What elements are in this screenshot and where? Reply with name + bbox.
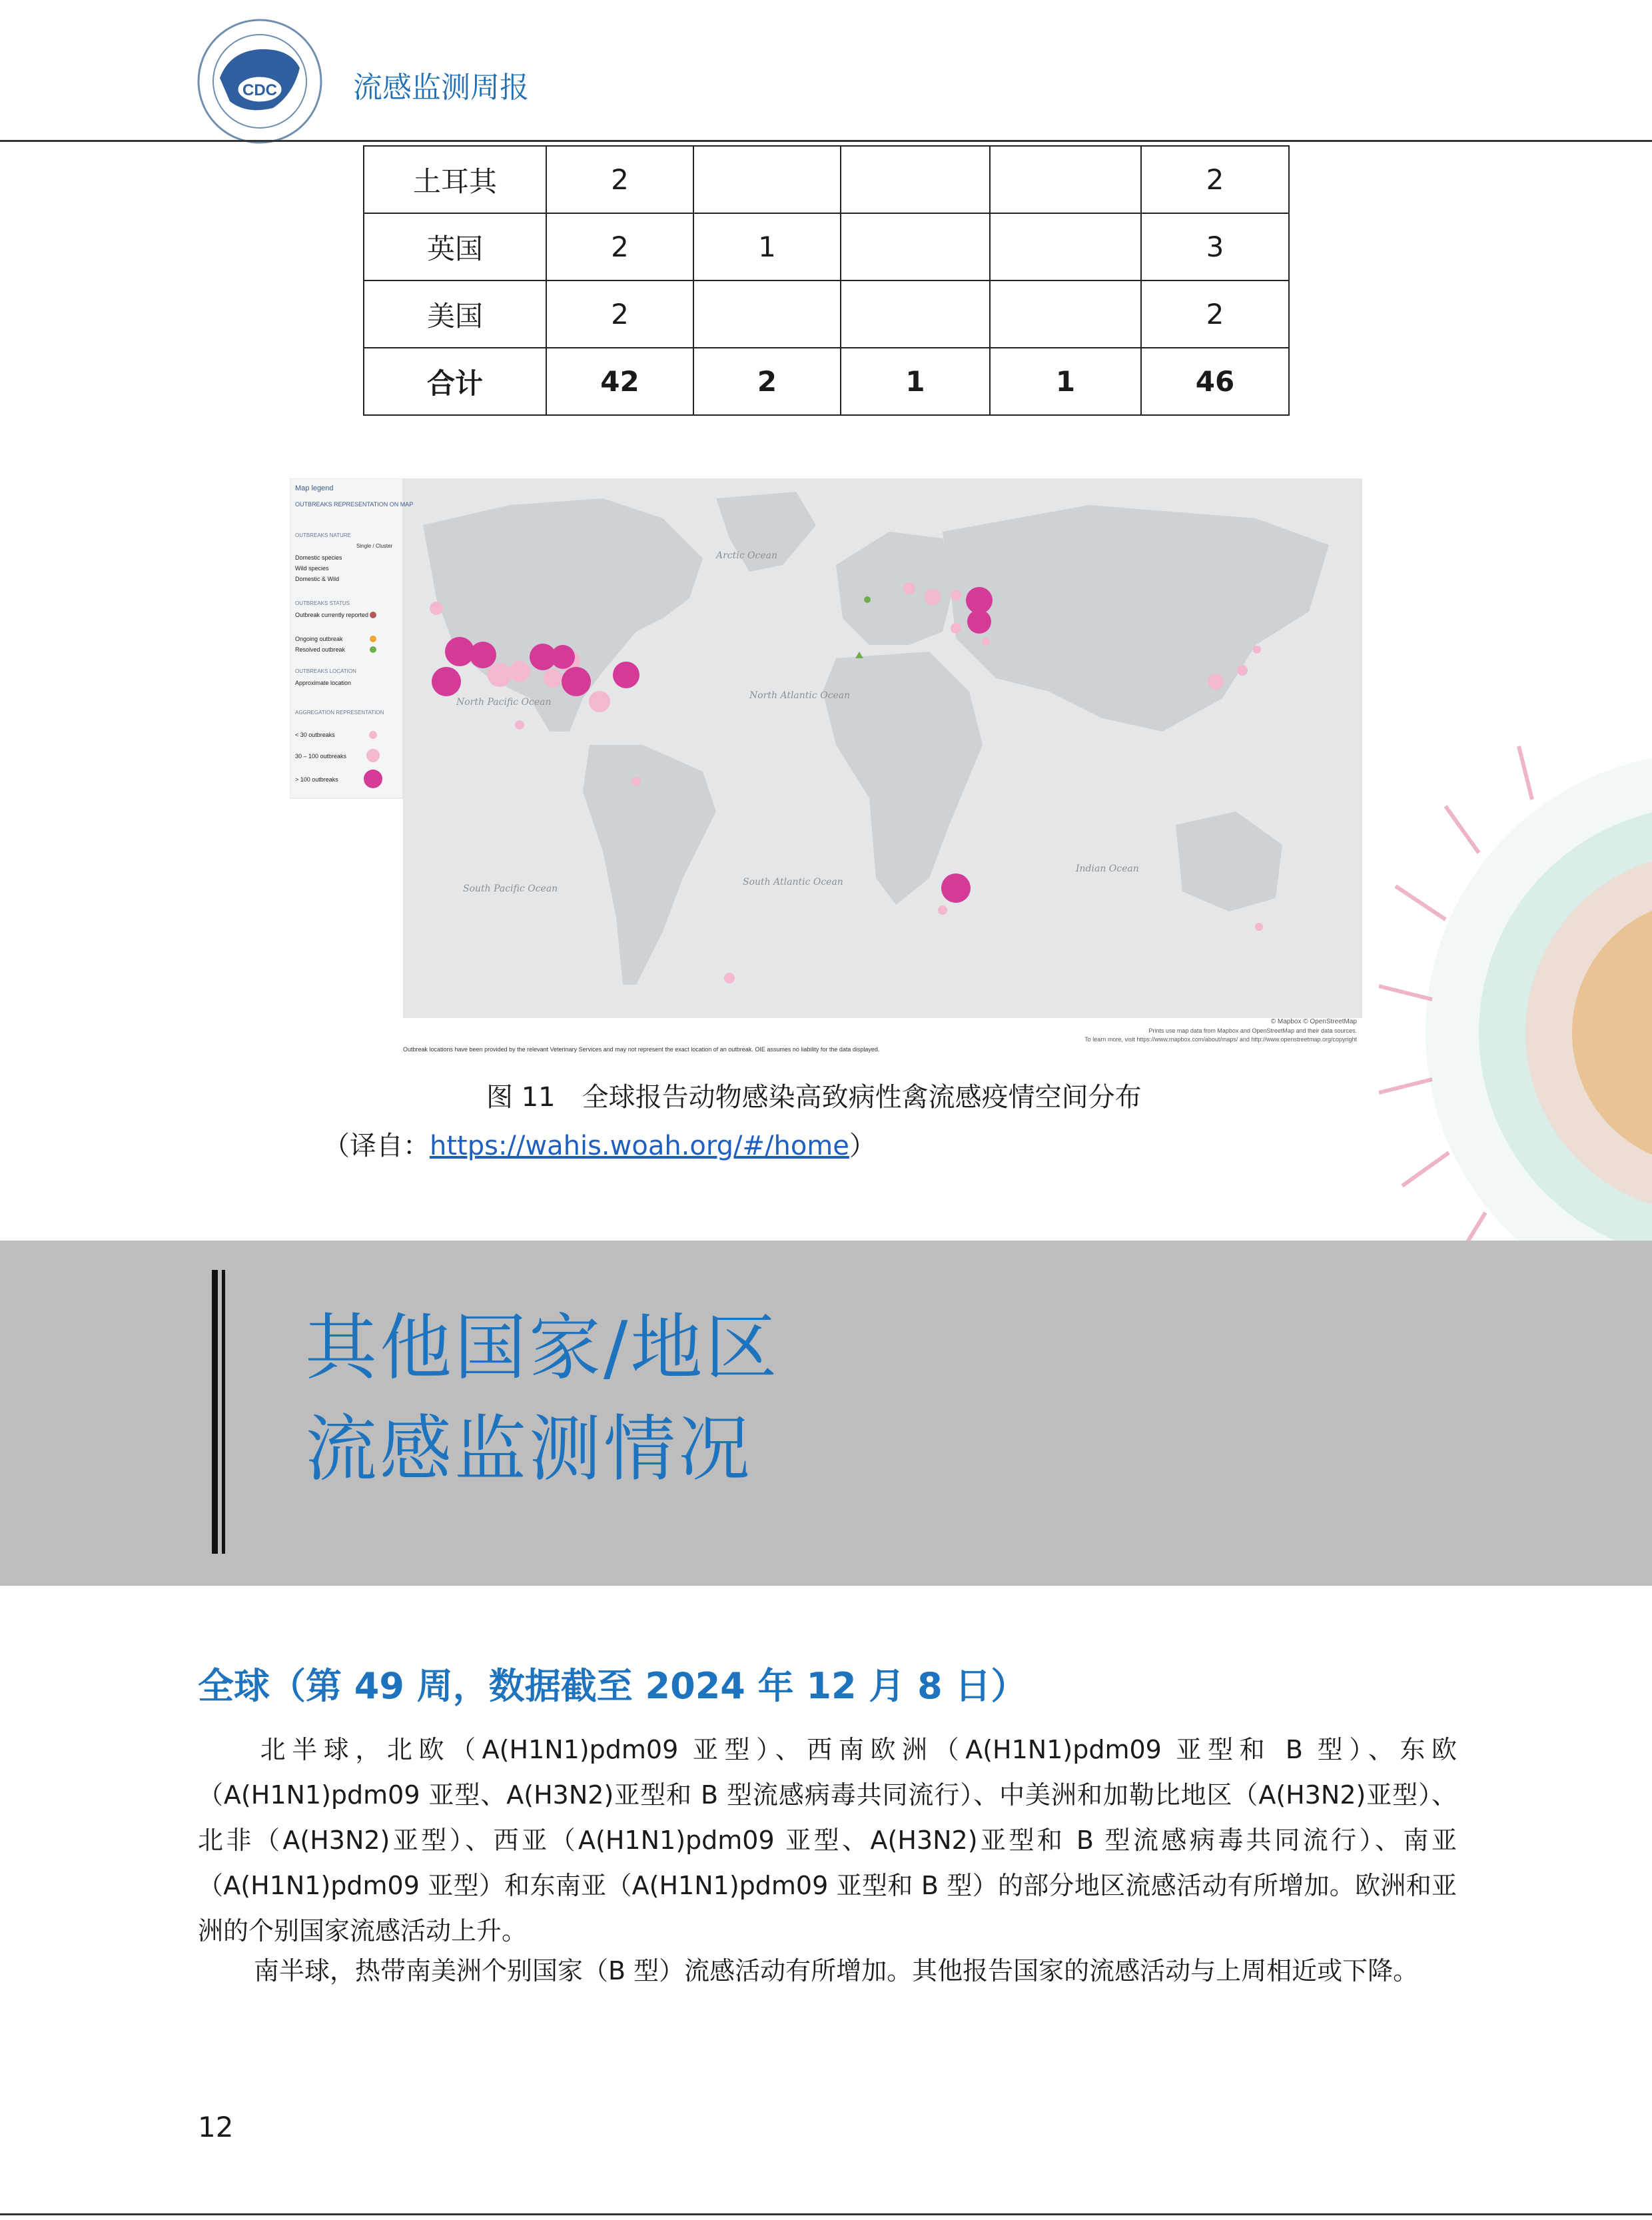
- table-cell: [841, 213, 990, 280]
- ocean-label: North Pacific Ocean: [456, 697, 552, 708]
- legend-item: Domestic species: [295, 554, 342, 561]
- table-cell: [990, 213, 1141, 280]
- cluster-marker: [967, 610, 991, 634]
- legend-heading: OUTBREAKS REPRESENTATION ON MAP: [295, 501, 414, 508]
- map-disclaimer: Outbreak locations have been provided by the relevant Veterinary Services and may not represent the exact location of an outbreak. OIE assumes no liability for the data displayed.: [403, 1046, 880, 1053]
- cluster-marker: [515, 720, 524, 730]
- table-cell: 46: [1141, 348, 1289, 415]
- cluster-marker: [1255, 923, 1263, 931]
- size-swatch: [366, 749, 380, 762]
- legend-title: Map legend: [295, 484, 334, 492]
- virus-illustration: [1332, 720, 1652, 1266]
- footer-divider: [0, 2213, 1652, 2215]
- section-title-line: 其他国家/地区: [305, 1307, 780, 1390]
- table-cell: 2: [546, 146, 693, 213]
- table-cell: 合计: [364, 348, 546, 415]
- cluster-marker: [509, 661, 530, 682]
- section-banner: [0, 1241, 1652, 1586]
- banner-bar: [212, 1270, 218, 1554]
- table-cell: 3: [1141, 213, 1289, 280]
- ocean-label: South Pacific Ocean: [463, 883, 558, 894]
- cluster-marker: [488, 663, 512, 687]
- cluster-marker: [589, 691, 610, 712]
- cluster-marker: [544, 669, 562, 688]
- cluster-marker: [941, 873, 971, 903]
- paragraph: [198, 1727, 1457, 1953]
- cluster-marker: [938, 905, 947, 915]
- legend-section: OUTBREAKS LOCATION: [295, 668, 356, 674]
- legend-item: Domestic & Wild: [295, 576, 340, 582]
- legend-section: AGGREGATION REPRESENTATION: [295, 710, 384, 716]
- paragraph-text: 南半球，热带南美洲个别国家（B 型）流感活动有所增加。其他报告国家的流感活动与上周相近或下降。: [254, 1956, 1419, 1985]
- outbreak-world-map: [290, 478, 1362, 1053]
- cluster-marker: [724, 973, 735, 983]
- table-cell: 2: [546, 213, 693, 280]
- legend-item: 30 – 100 outbreaks: [295, 753, 347, 760]
- paragraph-text: 北半球，北欧（A(H1N1)pdm09 亚型）、西南欧洲（A(H1N1)pdm09 亚型和 B 型）、东欧（A(H1N1)pdm09 亚型、A(H3N2)亚型和 B 型流感病毒共同流行）、中美洲和加勒比地区（A(H3N2)亚型）、北非（A(H3N2)亚型）、西亚（A(H1N1)pdm09 亚型、A(H3N2)亚型和 B 型流感病毒共同流行）、南亚（A(H1N1)pdm09 亚型）和东南亚（A(H1N1)pdm09 亚型和 B 型）的部分地区流感活动有所增加。欧洲和亚洲的个别国家流感活动上升。: [198, 1735, 1457, 1945]
- header-divider: [0, 140, 1652, 142]
- legend-section: OUTBREAKS NATURE: [295, 532, 351, 538]
- page-number: 12: [198, 2111, 234, 2143]
- report-title: 流感监测周报: [353, 71, 529, 105]
- paragraph: [198, 1948, 1457, 1993]
- legend-item: Wild species: [295, 565, 329, 572]
- table-cell: [841, 146, 990, 213]
- cluster-marker: [432, 667, 461, 696]
- legend-section: OUTBREAKS STATUS: [295, 600, 350, 606]
- legend-item: Outbreak currently reported: [295, 612, 369, 618]
- table-cell: 英国: [364, 213, 546, 280]
- size-swatch: [369, 731, 377, 739]
- cluster-marker: [1253, 646, 1261, 654]
- table-cell: [841, 280, 990, 348]
- table-cell: 2: [693, 348, 841, 415]
- resolved-marker: [864, 596, 871, 603]
- table-total-row: [364, 348, 1289, 415]
- cluster-marker: [430, 602, 443, 615]
- table-row: [364, 280, 1289, 348]
- cluster-marker: [982, 638, 990, 646]
- cdc-logo: [193, 15, 326, 148]
- table-cell: 2: [546, 280, 693, 348]
- source-link[interactable]: https://wahis.woah.org/#/home: [430, 1131, 849, 1161]
- cluster-marker: [562, 667, 591, 696]
- table-row: [364, 213, 1289, 280]
- source-suffix: ）: [849, 1131, 876, 1161]
- ocean-label: Indian Ocean: [1076, 863, 1139, 874]
- map-legend: [290, 478, 413, 798]
- banner-bar: [222, 1270, 225, 1554]
- legend-item: Ongoing outbreak: [295, 636, 343, 642]
- figure-source: [323, 1125, 876, 1163]
- table-cell: 2: [1141, 146, 1289, 213]
- cluster-marker: [951, 623, 961, 634]
- map-credit: To learn more, visit https://www.mapbox.com/about/maps/ and http://www.openstreetmap.org/copyright: [1084, 1036, 1357, 1043]
- table-cell: [990, 280, 1141, 348]
- cluster-marker: [1237, 665, 1248, 676]
- size-swatch: [364, 770, 382, 788]
- status-dot: [370, 646, 376, 653]
- cluster-marker: [925, 589, 941, 605]
- legend-item: > 100 outbreaks: [295, 776, 338, 783]
- ocean-label: Arctic Ocean: [716, 550, 778, 561]
- cluster-marker: [445, 637, 474, 666]
- ocean-label: North Atlantic Ocean: [749, 690, 851, 701]
- map-credit: © Mapbox © OpenStreetMap: [1270, 1018, 1357, 1025]
- cluster-marker: [613, 662, 639, 688]
- cluster-marker: [1208, 674, 1224, 690]
- cluster-marker: [470, 642, 496, 668]
- figure-caption: 图 11 全球报告动物感染高致病性禽流感疫情空间分布: [486, 1082, 1142, 1113]
- legend-item: Approximate location: [295, 680, 352, 686]
- table-cell: 美国: [364, 280, 546, 348]
- section-title: [305, 1298, 779, 1500]
- status-dot: [370, 636, 376, 642]
- table-cell: 1: [693, 213, 841, 280]
- cluster-marker: [551, 645, 575, 669]
- cluster-marker: [903, 582, 915, 594]
- ocean-label: South Atlantic Ocean: [743, 877, 843, 887]
- legend-item: < 30 outbreaks: [295, 732, 335, 738]
- table-row: [364, 146, 1289, 213]
- table-cell: 1: [990, 348, 1141, 415]
- table-cell: [693, 146, 841, 213]
- cluster-marker: [951, 590, 961, 600]
- source-prefix: （译自：: [323, 1131, 430, 1161]
- global-heading: 全球（第 49 周，数据截至 2024 年 12 月 8 日）: [198, 1665, 1027, 1707]
- table-cell: 1: [841, 348, 990, 415]
- status-dot: [370, 612, 376, 618]
- table-cell: [990, 146, 1141, 213]
- table-cell: 42: [546, 348, 693, 415]
- legend-cols: Single / Cluster: [356, 543, 393, 549]
- outbreak-table: [363, 145, 1290, 416]
- svg-text:CDC: CDC: [242, 81, 277, 99]
- legend-item: Resolved outbreak: [295, 646, 346, 653]
- table-cell: [693, 280, 841, 348]
- cluster-marker: [631, 777, 641, 786]
- table-cell: 土耳其: [364, 146, 546, 213]
- section-title-line: 流感监测情况: [305, 1408, 753, 1491]
- table-cell: 2: [1141, 280, 1289, 348]
- map-credit: Prints use map data from Mapbox and OpenStreetMap and their data sources.: [1148, 1027, 1357, 1034]
